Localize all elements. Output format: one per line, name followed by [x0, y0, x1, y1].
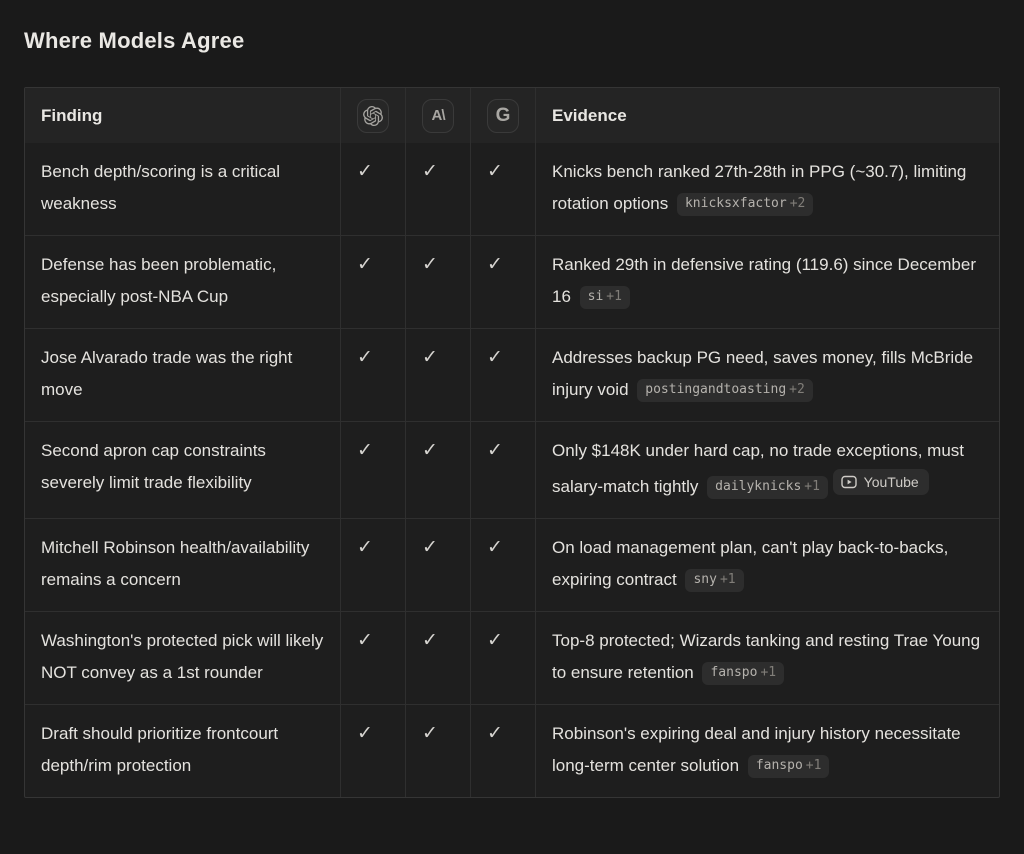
- check-cell-anthropic: [405, 329, 470, 421]
- checkmark-icon: ✓: [357, 630, 373, 651]
- finding-text: Mitchell Robinson health/availability remains a concern: [41, 538, 310, 589]
- citation-source-label: si: [587, 289, 604, 304]
- citation-badge[interactable]: [685, 569, 743, 592]
- finding-cell: [25, 422, 340, 518]
- check-cell-openai: [340, 612, 405, 704]
- check-cell-openai: [340, 143, 405, 235]
- check-cell-google: [470, 422, 535, 518]
- check-cell-google: [470, 705, 535, 797]
- citation-source-label: fanspo: [755, 758, 803, 773]
- citation-count: +1: [760, 665, 777, 680]
- finding-text: Washington's protected pick will likely NOT convey as a 1st rounder: [41, 631, 324, 682]
- citation-badge[interactable]: [580, 286, 630, 309]
- citation-badge[interactable]: [748, 755, 830, 778]
- check-cell-openai: [340, 329, 405, 421]
- evidence-cell: [535, 236, 999, 328]
- youtube-badge-label: YouTube: [863, 474, 919, 490]
- evidence-cell: [535, 705, 999, 797]
- citation-source-label: dailyknicks: [715, 479, 802, 494]
- evidence-column-header: Evidence: [535, 88, 999, 143]
- citation-count: +2: [789, 196, 806, 211]
- check-cell-openai: [340, 422, 405, 518]
- check-cell-anthropic: [405, 612, 470, 704]
- checkmark-icon: ✓: [357, 161, 373, 182]
- check-cell-anthropic: [405, 143, 470, 235]
- check-cell-anthropic: [405, 422, 470, 518]
- evidence-text: Knicks bench ranked 27th-28th in PPG (~30.7), limiting rotation options knicksxfactor +2: [552, 156, 983, 220]
- citation-badge[interactable]: [677, 193, 813, 216]
- checkmark-icon: ✓: [487, 723, 503, 744]
- citation-count: +2: [789, 382, 805, 397]
- citation-source-label: sny: [693, 572, 717, 587]
- checkmark-icon: ✓: [487, 254, 503, 275]
- checkmark-icon: ✓: [357, 537, 373, 558]
- citation-count: +1: [719, 572, 736, 587]
- finding-cell: [25, 143, 340, 235]
- youtube-badge[interactable]: [833, 469, 929, 495]
- evidence-text: Robinson's expiring deal and injury history necessitate long-term center solution fanspo +1: [552, 718, 983, 782]
- checkmark-icon: ✓: [357, 254, 373, 275]
- table-row: [25, 611, 999, 704]
- checkmark-icon: ✓: [487, 630, 503, 651]
- finding-text: Defense has been problematic, especially post-NBA Cup: [41, 255, 277, 306]
- evidence-cell: [535, 612, 999, 704]
- finding-column-header: Finding: [41, 105, 103, 125]
- evidence-text: Top-8 protected; Wizards tanking and resting Trae Young to ensure retention fanspo +1: [552, 625, 983, 689]
- citation-badge[interactable]: [702, 662, 784, 685]
- checkmark-icon: ✓: [422, 347, 438, 368]
- checkmark-icon: ✓: [422, 161, 438, 182]
- finding-cell: [25, 519, 340, 611]
- finding-cell: [25, 705, 340, 797]
- page-title: Where Models Agree: [24, 28, 245, 53]
- citation-badge[interactable]: [637, 379, 813, 402]
- google-g-icon: G: [487, 99, 519, 133]
- evidence-text: Addresses backup PG need, saves money, fills McBride injury void postingandtoasting +2: [552, 342, 983, 406]
- anthropic-logo-icon: A\: [422, 99, 454, 133]
- check-cell-google: [470, 329, 535, 421]
- table-row: [25, 143, 999, 235]
- models-agree-table: [24, 87, 1000, 798]
- checkmark-icon: ✓: [487, 161, 503, 182]
- checkmark-icon: ✓: [422, 723, 438, 744]
- checkmark-icon: ✓: [487, 537, 503, 558]
- table-row: [25, 328, 999, 421]
- citation-source-label: knicksxfactor: [684, 196, 787, 211]
- checkmark-icon: ✓: [357, 723, 373, 744]
- evidence-text: On load management plan, can't play back-to-backs, expiring contract sny +1: [552, 532, 983, 596]
- citation-badge[interactable]: [707, 476, 828, 499]
- check-cell-openai: [340, 236, 405, 328]
- check-cell-anthropic: [405, 705, 470, 797]
- table-body: [25, 143, 999, 797]
- evidence-cell: [535, 143, 999, 235]
- check-cell-anthropic: [405, 236, 470, 328]
- finding-cell: [25, 236, 340, 328]
- checkmark-icon: ✓: [422, 440, 438, 461]
- table-row: [25, 421, 999, 518]
- evidence-text: Ranked 29th in defensive rating (119.6) since December 16 si +1: [552, 249, 983, 313]
- citation-count: +1: [805, 758, 822, 773]
- table-row: [25, 235, 999, 328]
- citation-count: +1: [606, 289, 622, 304]
- anthropic-column-header: [405, 88, 470, 143]
- google-column-header: [470, 88, 535, 143]
- finding-text: Jose Alvarado trade was the right move: [41, 348, 293, 399]
- table-row: [25, 518, 999, 611]
- openai-column-header: [340, 88, 405, 143]
- citation-source-label: postingandtoasting: [645, 382, 787, 397]
- evidence-cell: [535, 422, 999, 518]
- check-cell-google: [470, 236, 535, 328]
- check-cell-google: [470, 612, 535, 704]
- openai-logo-icon: [357, 99, 389, 133]
- youtube-play-icon: [841, 474, 857, 490]
- checkmark-icon: ✓: [357, 440, 373, 461]
- checkmark-icon: ✓: [422, 254, 438, 275]
- checkmark-icon: ✓: [487, 440, 503, 461]
- check-cell-anthropic: [405, 519, 470, 611]
- check-cell-openai: [340, 519, 405, 611]
- evidence-cell: [535, 329, 999, 421]
- finding-text: Draft should prioritize frontcourt depth/rim protection: [41, 724, 279, 775]
- citation-count: +1: [804, 479, 820, 494]
- evidence-text: Only $148K under hard cap, no trade exceptions, must salary-match tightly dailyknicks +1 YouTube: [552, 435, 983, 503]
- finding-cell: [25, 612, 340, 704]
- checkmark-icon: ✓: [422, 630, 438, 651]
- checkmark-icon: ✓: [357, 347, 373, 368]
- check-cell-google: [470, 143, 535, 235]
- finding-text: Second apron cap constraints severely limit trade flexibility: [41, 441, 266, 492]
- checkmark-icon: ✓: [422, 537, 438, 558]
- citation-source-label: fanspo: [710, 665, 758, 680]
- table-header-row: [25, 88, 999, 143]
- check-cell-google: [470, 519, 535, 611]
- checkmark-icon: ✓: [487, 347, 503, 368]
- finding-text: Bench depth/scoring is a critical weakness: [41, 162, 281, 213]
- check-cell-openai: [340, 705, 405, 797]
- evidence-cell: [535, 519, 999, 611]
- finding-cell: [25, 329, 340, 421]
- table-row: [25, 704, 999, 797]
